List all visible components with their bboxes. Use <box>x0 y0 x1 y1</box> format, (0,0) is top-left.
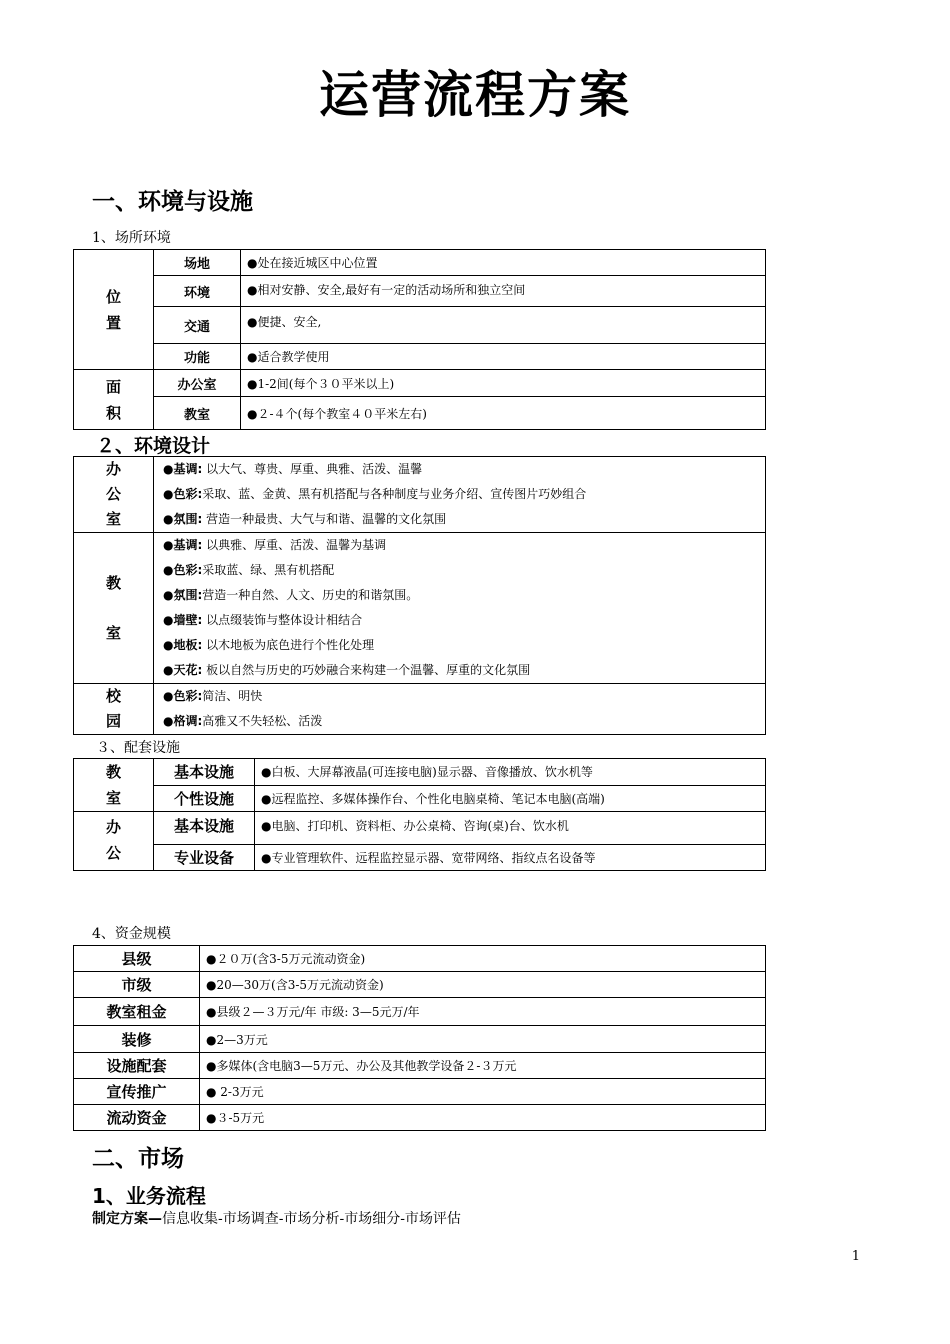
section-heading-market: 二、市场 <box>92 1146 184 1172</box>
row-value: ●远程监控、多媒体操作台、个性化电脑桌椅、笔记本电脑(高端) <box>255 785 766 812</box>
design-line: ●氛围:营造一种自然、人文、历史的和谐氛围。 <box>163 588 419 602</box>
row-label: 设施配套 <box>74 1053 200 1079</box>
design-office-details <box>154 457 766 533</box>
section-heading-environment: 一、环境与设施 <box>92 189 253 215</box>
design-line: ●格调:高雅又不失轻松、活泼 <box>163 714 323 728</box>
design-line: ●墙壁: 以点缀装饰与整体设计相结合 <box>163 613 363 627</box>
fund-table <box>73 945 766 1131</box>
design-label-campus: 校园 <box>74 684 154 735</box>
group-label-area: 面积 <box>74 370 154 430</box>
design-line: ●色彩:采取、蓝、金黄、黑有机搭配与各种制度与业务介绍、宣传图片巧妙组合 <box>163 487 587 501</box>
row-value: ●３-5万元 <box>200 1105 766 1131</box>
design-line: ●天花: 板以自然与历史的巧妙融合来构建一个温馨、厚重的文化氛围 <box>163 663 531 677</box>
business-flow-line: 制定方案—信息收集-市场调查-市场分析-市场细分-市场评估 <box>92 1211 461 1227</box>
row-value: ● 2-3万元 <box>200 1079 766 1105</box>
design-line: ●色彩:简洁、明快 <box>163 689 263 703</box>
facility-table <box>73 758 766 871</box>
group-label-location: 位置 <box>74 250 154 370</box>
row-label: 基本设施 <box>154 812 255 845</box>
row-value: ●处在接近城区中心位置 <box>241 250 766 276</box>
subheading-design: ２、环境设计 <box>96 435 211 457</box>
row-value: ●多媒体(含电脑3—5万元、办公及其他教学设备２-３万元 <box>200 1053 766 1079</box>
row-label: 功能 <box>154 344 241 370</box>
design-line: ●地板: 以木地板为底色进行个性化处理 <box>163 638 375 652</box>
design-line: ●基调: 以典雅、厚重、活泼、温馨为基调 <box>163 538 387 552</box>
row-value: ●白板、大屏幕液晶(可连接电脑)显示器、音像播放、饮水机等 <box>255 759 766 786</box>
design-table <box>73 456 766 735</box>
row-value: ●适合教学使用 <box>241 344 766 370</box>
subheading-facilities: ３、配套设施 <box>96 740 180 756</box>
group-label-classroom: 教室 <box>74 759 154 812</box>
venue-table <box>73 249 766 430</box>
row-value: ●电脑、打印机、资料柜、办公桌椅、咨询(桌)台、饮水机 <box>255 812 766 845</box>
row-value: ●相对安静、安全,最好有一定的活动场所和独立空间 <box>241 276 766 307</box>
row-label: 装修 <box>74 1026 200 1053</box>
design-line: ●基调: 以大气、尊贵、厚重、典雅、活泼、温馨 <box>163 462 423 476</box>
design-campus-details <box>154 684 766 735</box>
row-value: ●专业管理软件、远程监控显示器、宽带网络、指纹点名设备等 <box>255 845 766 871</box>
document-title: 运营流程方案 <box>319 66 631 124</box>
row-label: 交通 <box>154 307 241 344</box>
row-value: ●2—3万元 <box>200 1026 766 1053</box>
subheading-funds: 4、资金规模 <box>92 926 171 942</box>
design-line: ●色彩:采取蓝、绿、黑有机搭配 <box>163 563 335 577</box>
row-label: 环境 <box>154 276 241 307</box>
design-classroom-details <box>154 533 766 684</box>
design-label-office: 办公室 <box>74 457 154 533</box>
row-value: ●1-2间(每个３０平米以上) <box>241 370 766 397</box>
design-label-classroom: 教 室 <box>74 533 154 684</box>
row-value: ●20—30万(含3-5万元流动资金) <box>200 972 766 998</box>
row-value: ●县级２—３万元/年 市级: 3—5元万/年 <box>200 998 766 1026</box>
subheading-business-flow: 1、业务流程 <box>92 1184 206 1208</box>
row-label: 基本设施 <box>154 759 255 786</box>
row-label: 专业设备 <box>154 845 255 871</box>
row-label: 流动资金 <box>74 1105 200 1131</box>
row-label: 教室 <box>154 397 241 430</box>
row-value: ●２０万(含3-5万元流动资金) <box>200 946 766 972</box>
row-value: ●２-４个(每个教室４０平米左右) <box>241 397 766 430</box>
row-label: 办公室 <box>154 370 241 397</box>
design-line: ●氛围: 营造一种最贵、大气与和谐、温馨的文化氛围 <box>163 512 447 526</box>
row-value: ●便捷、安全, <box>241 307 766 344</box>
row-label: 市级 <box>74 972 200 998</box>
row-label: 宣传推广 <box>74 1079 200 1105</box>
row-label: 教室租金 <box>74 998 200 1026</box>
row-label: 场地 <box>154 250 241 276</box>
page-number: 1 <box>851 1249 860 1264</box>
subheading-venue: 1、场所环境 <box>92 230 171 246</box>
row-label: 个性设施 <box>154 785 255 812</box>
row-label: 县级 <box>74 946 200 972</box>
group-label-office: 办公 <box>74 812 154 871</box>
